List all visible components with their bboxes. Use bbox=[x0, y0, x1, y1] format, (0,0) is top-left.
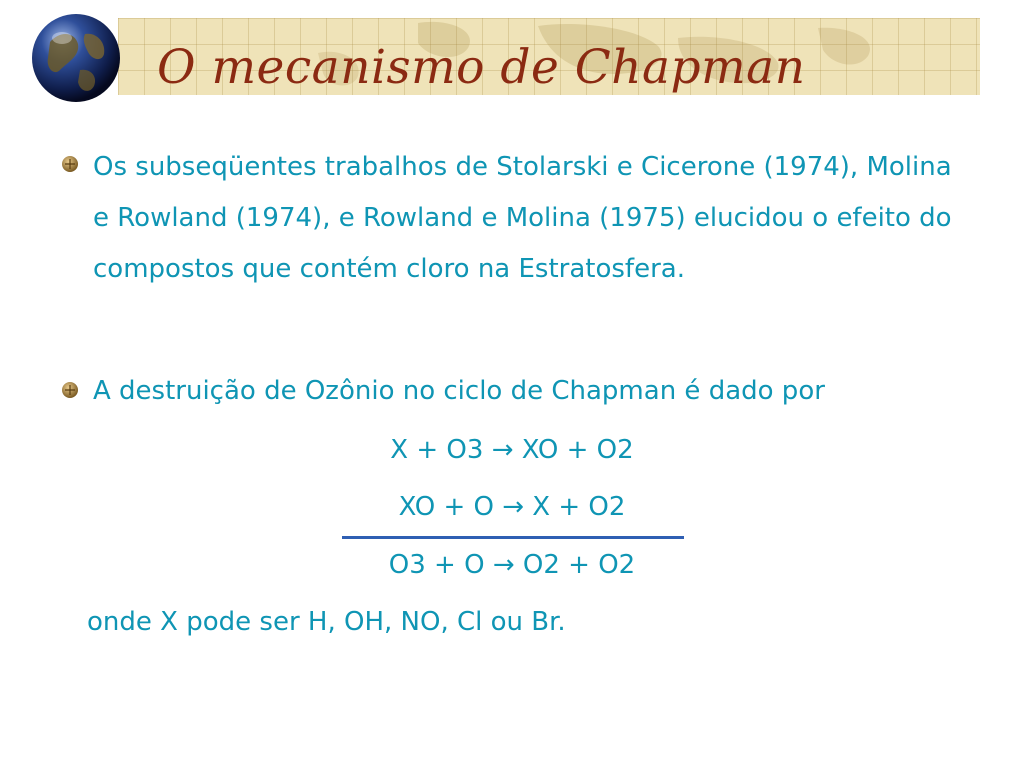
note-text: onde X pode ser H, OH, NO, Cl ou Br. bbox=[87, 607, 566, 637]
bullet-icon bbox=[60, 380, 80, 400]
slide-title: O mecanismo de Chapman bbox=[157, 40, 806, 95]
equation-2: XO + O → X + O2 bbox=[398, 492, 626, 522]
sum-rule-line bbox=[342, 536, 684, 539]
globe-icon bbox=[30, 12, 122, 104]
equation-1: X + O3 → XO + O2 bbox=[390, 435, 634, 465]
equation-3-net: O3 + O → O2 + O2 bbox=[388, 550, 636, 580]
bullet-text-1: Os subseqüentes trabalhos de Stolarski e Cicerone (1974), Molina e Rowland (1974), e Rowland e Molina (1975) elucidou o efeito do compostos que contém cloro na Estratosfera. bbox=[93, 152, 952, 284]
bullet-icon bbox=[60, 154, 80, 174]
bullet-text-2: A destruição de Ozônio no ciclo de Chapman é dado por bbox=[93, 376, 825, 406]
